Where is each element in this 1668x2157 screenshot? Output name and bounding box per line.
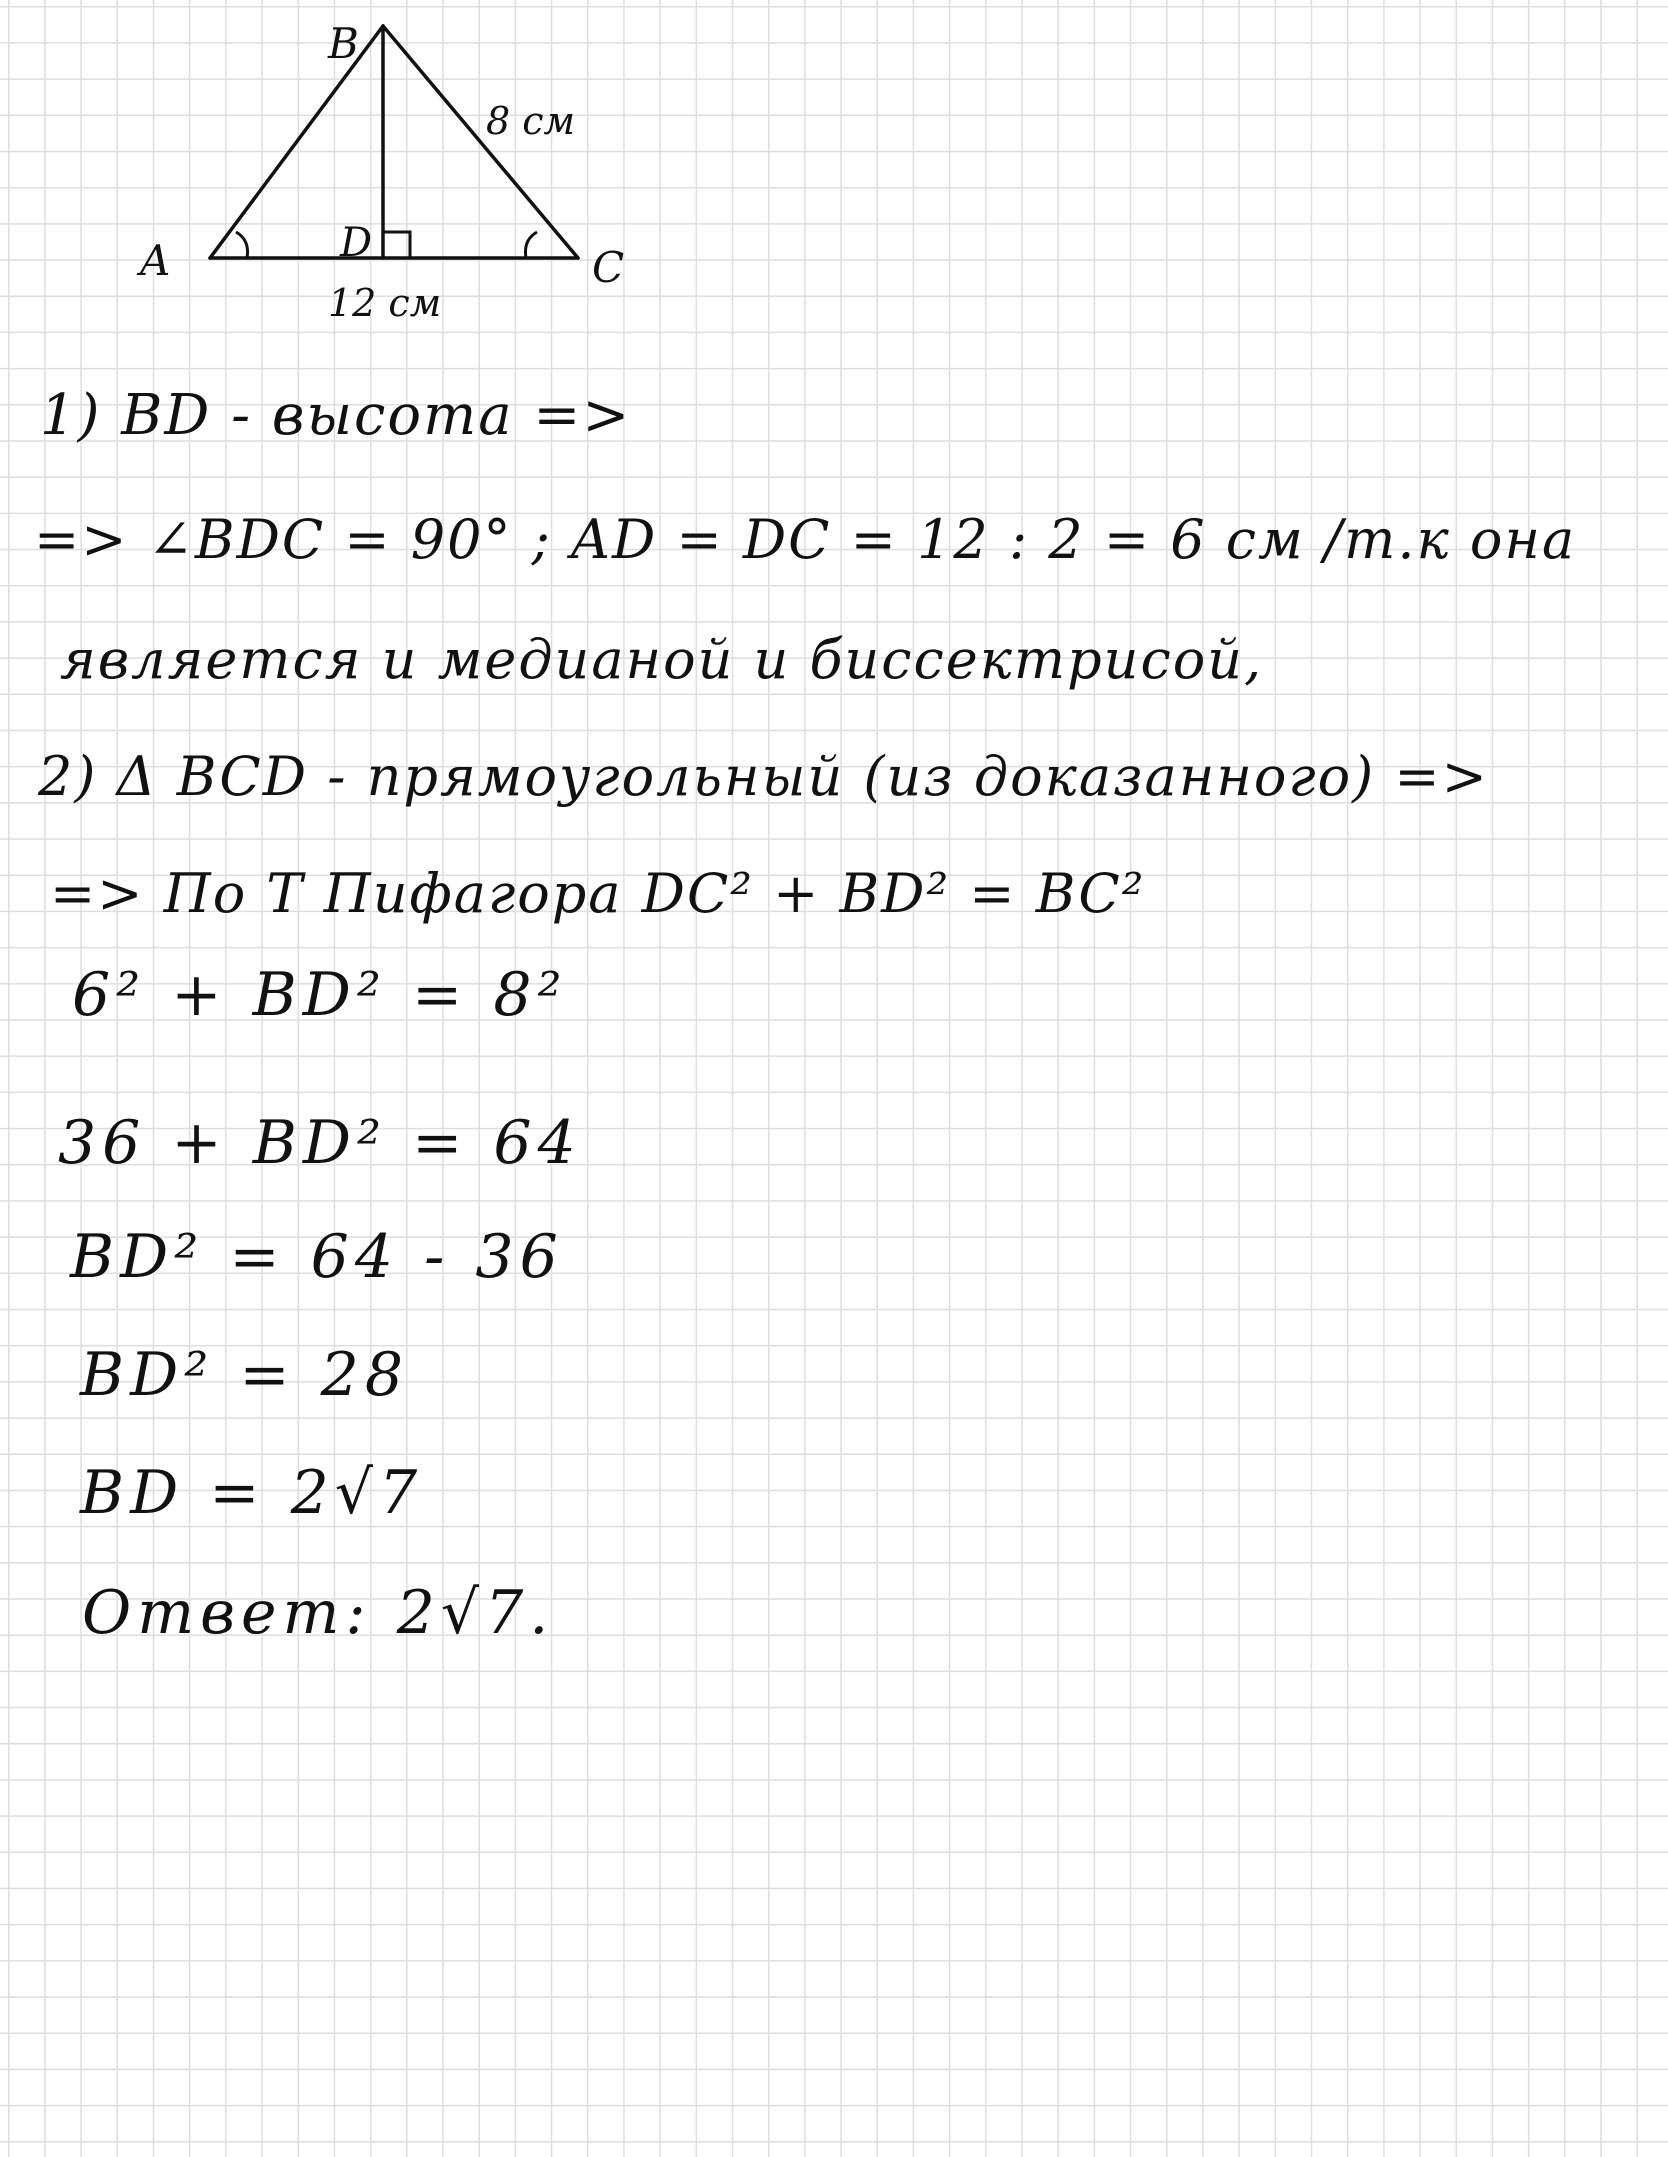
solution-line-3: является и медианой и биссектрисой, [60, 628, 1264, 691]
solution-line-2: => ∠BDC = 90° ; AD = DC = 12 : 2 = 6 см /т.к она [34, 508, 1577, 571]
solution-line-6: 6² + BD² = 8² [72, 960, 568, 1030]
triangle-figure [0, 0, 700, 340]
vertex-label-d: D [340, 220, 373, 266]
solution-line-9: BD² = 28 [80, 1340, 410, 1410]
solution-line-1: 1) BD - высота => [40, 383, 632, 448]
vertex-label-b: B [328, 19, 359, 68]
solution-line-8: BD² = 64 - 36 [70, 1222, 564, 1292]
vertex-label-a: A [140, 236, 171, 285]
angle-a-mark [236, 232, 248, 258]
vertex-label-c: C [592, 243, 625, 292]
angle-c-mark [525, 232, 537, 258]
solution-line-10: BD = 2√7 [80, 1458, 424, 1528]
solution-line-7: 36 + BD² = 64 [58, 1108, 582, 1178]
solution-line-4: 2) Δ BCD - прямоугольный (из доказанного) => [38, 745, 1489, 808]
side-bc-label: 8 см [486, 99, 576, 143]
side-ac-label: 12 см [328, 281, 442, 325]
solution-line-5: => По Т Пифагора DC² + BD² = BC² [50, 862, 1146, 925]
right-angle-mark [383, 232, 410, 258]
answer-line: Ответ: 2√7. [82, 1578, 555, 1648]
